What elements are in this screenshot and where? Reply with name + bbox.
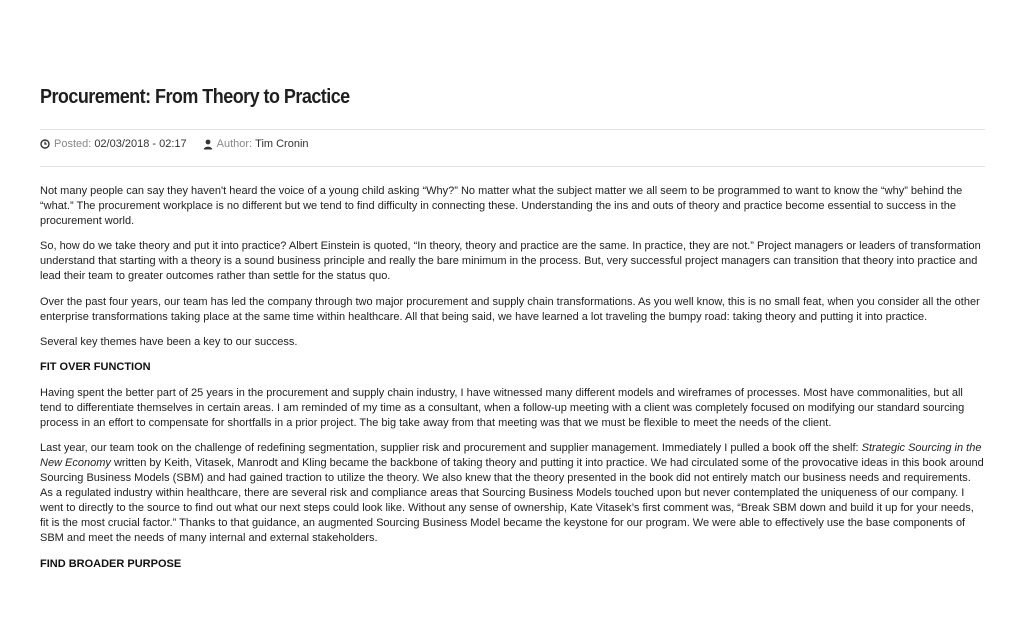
author-value: Tim Cronin (255, 138, 309, 150)
paragraph: Having spent the better part of 25 years in the procurement and supply chain industry, I have witnessed many different models and wireframes of processes. Most have commonalities, but all tend to differentiate themselves in certain areas. I am reminded of my time as a consultant, when a follow-up meeting with a client was completely focused on modifying our standard sourcing process in an effort to compensate for shortfalls in a prior project. The big take away from that meeting was that we must be flexible to meet the needs of the client. (40, 387, 965, 430)
author (203, 138, 309, 150)
paragraph: Several key themes have been a key to our success. (40, 335, 298, 348)
section-heading: FIND BROADER PURPOSE (40, 557, 182, 570)
paragraph-text: written by Keith, Vitasek, Manrodt and Kling became the backbone of taking theory and putting it into practice. We had circulated some of the provocative ideas in this book around Sourcing Business Models (SBM) and had gained traction to utilize the theory. We also knew that the theory presented in the book did not entirely match our business needs and requirements. As a regulated industry within healthcare, there are several risk and compliance areas that Sourcing Business Models touched upon but never contemplated the uniqueness of our company. I went to directly to the source to find out what our next steps could look like. Without any sense of ownership, Kate Vitasek’s first comment was, “Break SBM down and build it up for your needs, fit is the most crucial factor.” Thanks to that guidance, an augmented Sourcing Business Model became the keystone for our program. We were able to effectively use the base components of SBM and meet the needs of many internal and external stakeholders. (40, 457, 984, 545)
article-meta (40, 138, 325, 150)
posted-date (40, 138, 187, 150)
paragraph: Not many people can say they haven't heard the voice of a young child asking “Why?” No matter what the subject matter we all seem to be programmed to want to know the “why” behind the “what.” The procurement workplace is no different but we tend to find difficulty in connecting these. Understanding the ins and outs of theory and practice become essential to success in the procurement world. (40, 185, 963, 227)
posted-value: 02/03/2018 - 02:17 (94, 138, 187, 150)
article-body (40, 184, 985, 583)
paragraph: Over the past four years, our team has led the company through two major procurement and supply chain transformations. As you well know, this is no small feat, when you consider all the other enterprise transformations taking place at the same time within healthcare. All that being said, we have learned a lot traveling the bumpy road: taking theory and putting it into practice. (40, 295, 980, 323)
user-icon (203, 139, 213, 150)
clock-icon (40, 139, 50, 149)
book-title: Strategic Sourcing in the New Economy (40, 442, 982, 470)
paragraph-text: Last year, our team took on the challenge of redefining segmentation, supplier risk and procurement and supplier management. Immediately I pulled a book off the shelf: (40, 442, 862, 455)
section-heading: FIT OVER FUNCTION (40, 361, 151, 374)
paragraph: So, how do we take theory and put it into practice? Albert Einstein is quoted, “In theory, theory and practice are the same. In practice, they are not.” Project managers or leaders of transformation understand that starting with a theory is a sound business principle and really the bare minimum in the process. But, very successful project managers can transition that theory into practice and lead their team to greater outcomes rather than settle for the status quo. (40, 240, 981, 283)
paragraph (40, 441, 985, 546)
page-title: Procurement: From Theory to Practice (40, 86, 350, 108)
divider (40, 129, 985, 130)
posted-label: Posted: (54, 138, 92, 150)
author-label: Author: (216, 138, 253, 150)
divider (40, 166, 985, 167)
